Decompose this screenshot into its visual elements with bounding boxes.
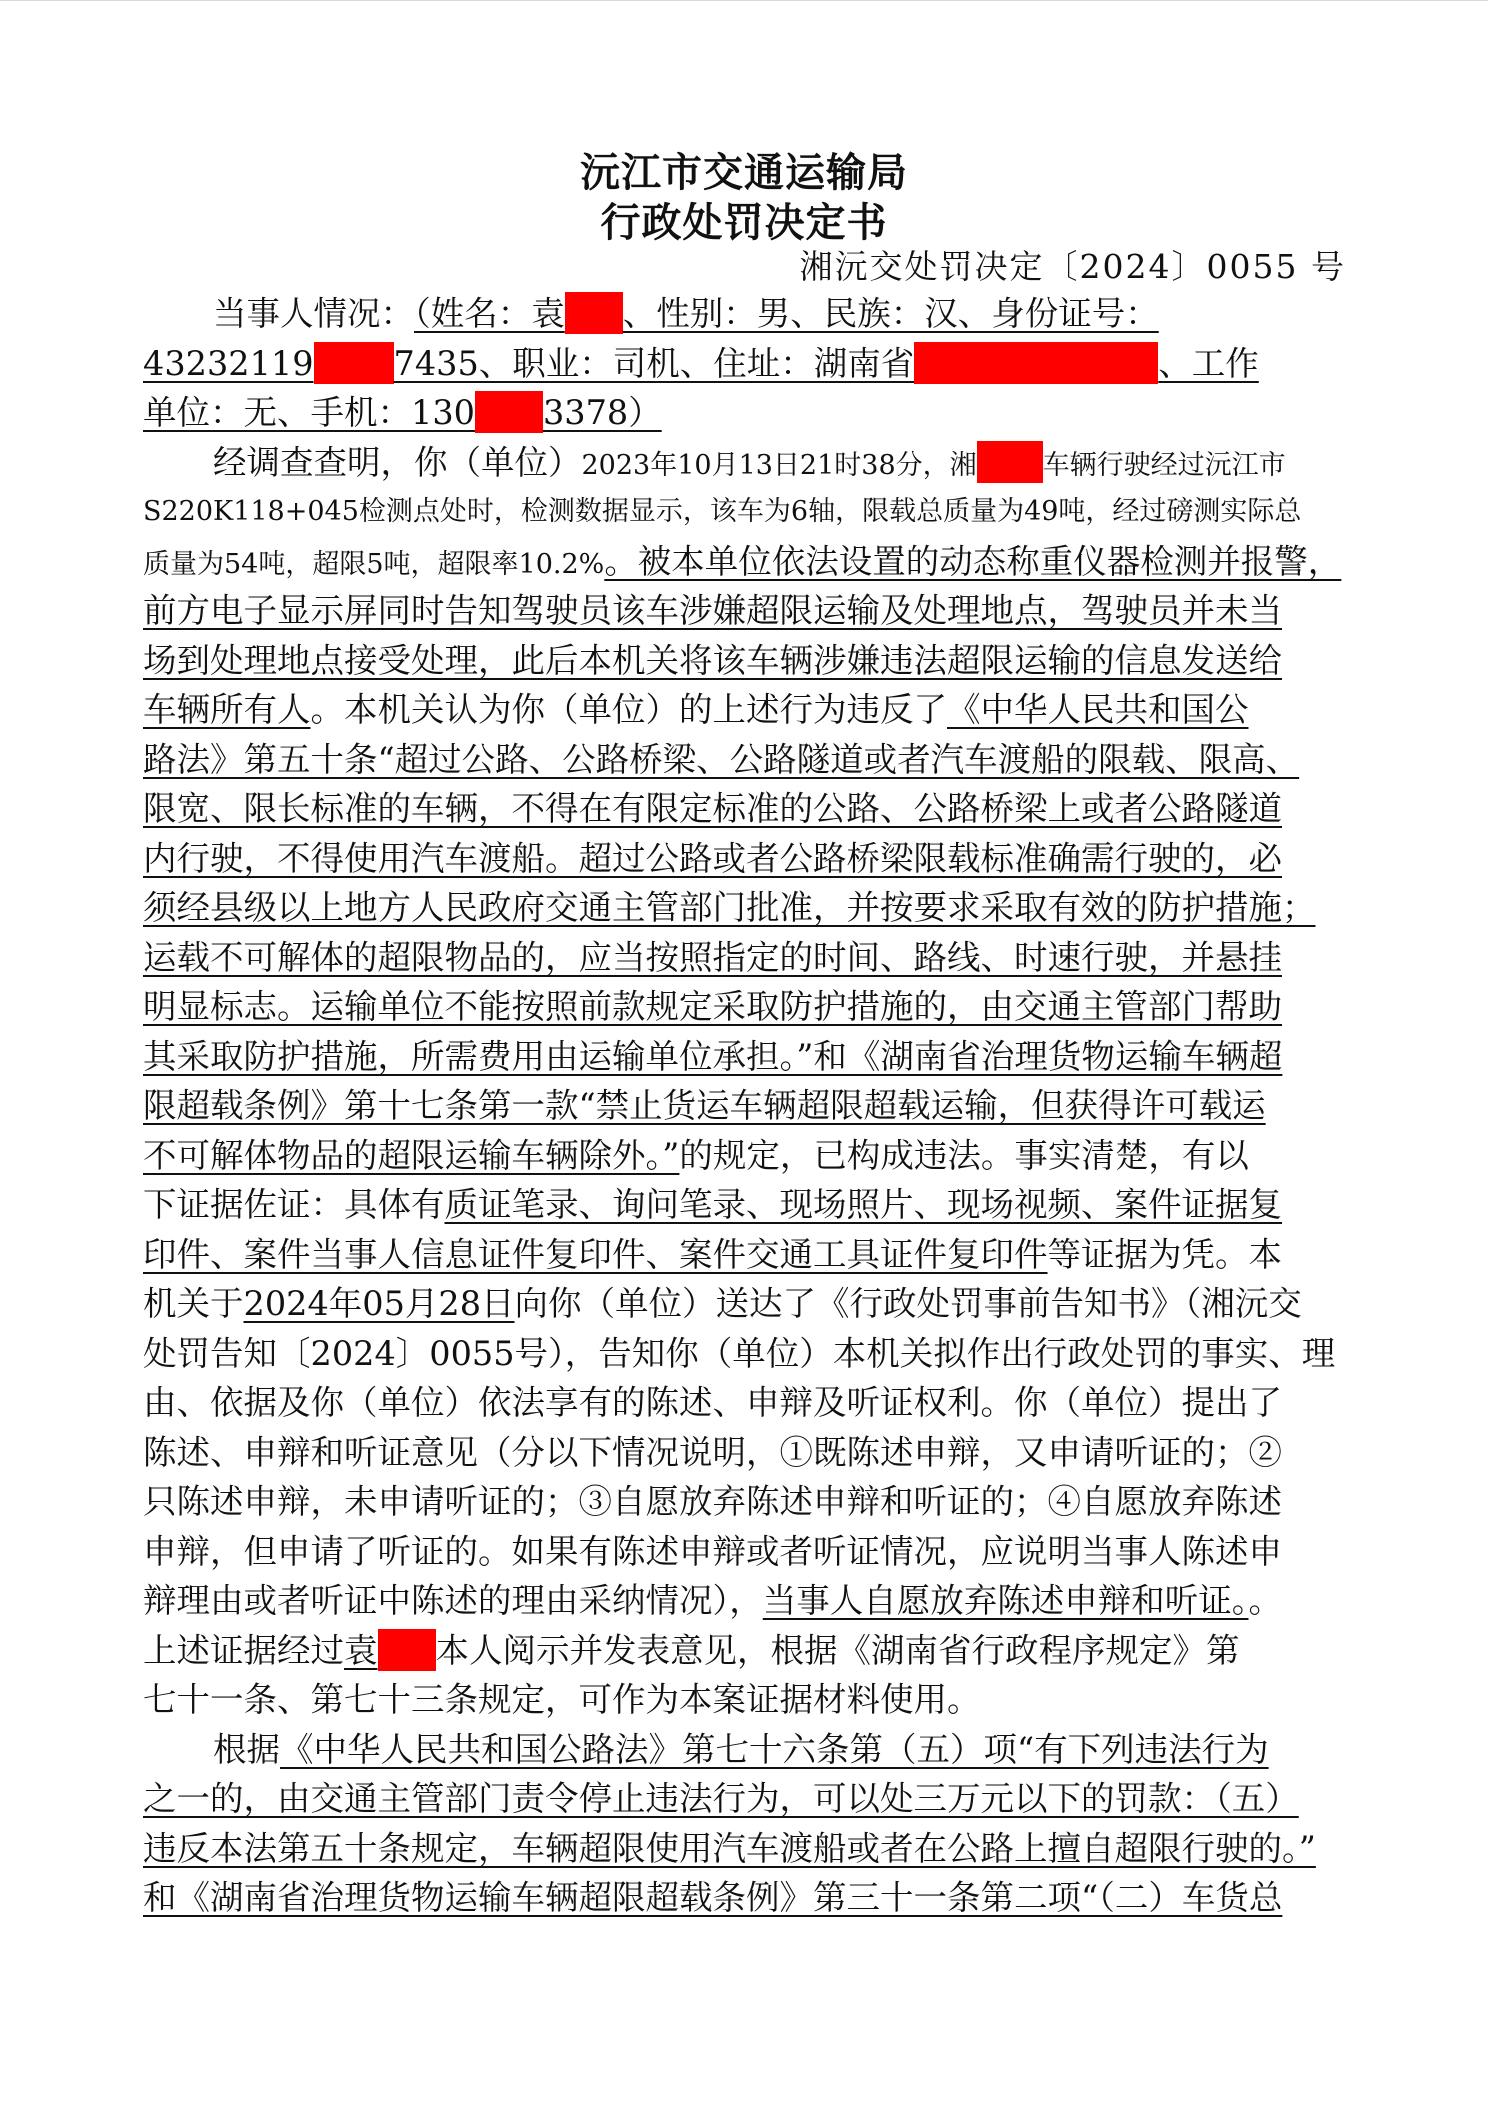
facts-line-26: 七十一条、第七十三条规定，可作为本案证据材料使用。 — [143, 1680, 981, 1719]
facts-line-11: 运载不可解体的超限物品的，应当按照指定的时间、路线、时速行驶，并悬挂 — [143, 937, 1282, 977]
text-segment: 不可解体物品的超限运输车辆除外。” — [143, 1135, 680, 1175]
redaction-name-2 — [378, 1629, 436, 1671]
text-segment: 、工作 — [1158, 343, 1259, 383]
party-line-1 — [143, 289, 1345, 339]
facts-line-7: 路法》第五十条“超过公路、公路桥梁、公路隧道或者汽车渡船的限载、限高、 — [143, 739, 1300, 779]
text-segment: 3378） — [542, 393, 662, 432]
facts-line-15 — [143, 1131, 1345, 1181]
redaction-phone — [475, 391, 543, 433]
facts-line-9: 内行驶，不得使用汽车渡船。超过公路或者公路桥梁限载标准确需行驶的，必 — [143, 838, 1282, 878]
text-segment: 。被本单位依法设置的动态称重仪器检测并报警， — [604, 541, 1342, 581]
authority-heading: 沅江市交通运输局 — [580, 149, 908, 196]
text-segment: 下证据佐证：具体有 — [143, 1185, 445, 1224]
text-segment: 《中华人民共和国公 — [947, 690, 1249, 729]
facts-line-10: 须经县级以上地方人民政府交通主管部门批准，并按要求采取有效的防护措施； — [143, 888, 1316, 927]
facts-line-16 — [143, 1180, 1345, 1230]
redaction-id-number — [314, 342, 394, 384]
facts-line-20: 由、依据及你（单位）依法享有的陈述、申辩及听证权利。你（单位）提出了 — [143, 1383, 1282, 1422]
redaction-address — [914, 342, 1158, 384]
text-segment: 袁 — [344, 1630, 378, 1670]
text-segment: 。 — [1248, 1581, 1282, 1620]
text-segment: 机关于 — [143, 1284, 244, 1323]
facts-line-6 — [143, 685, 1345, 735]
text-segment: 当事人自愿放弃陈述申辩和听证。 — [762, 1581, 1249, 1620]
text-segment: （姓名：袁 — [414, 294, 565, 333]
facts-line-21: 陈述、申辩和听证意见（分以下情况说明，①既陈述申辩，又申请听证的；② — [143, 1432, 1282, 1472]
text-segment: 辩理由或者听证中陈述的理由采纳情况）， — [143, 1581, 763, 1620]
document-title: 行政处罚决定书 — [600, 199, 888, 246]
facts-line-24 — [143, 1576, 1345, 1626]
basis-line-2: 之一的，由交通主管部门责令停止违法行为，可以处三万元以下的罚款：（五） — [143, 1779, 1299, 1818]
text-segment: 7435、职业：司机、住址：湖南省 — [393, 343, 915, 383]
text-segment: 43232119 — [143, 343, 314, 383]
text-segment: 2023年10月13日21时38分，湘 — [581, 449, 977, 481]
basis-line-1 — [143, 1725, 1345, 1775]
redaction-plate — [977, 441, 1043, 483]
text-segment: 当事人情况： — [213, 294, 414, 333]
facts-line-2: S220K118+045检测点处时，检测数据显示，该车为6轴，限载总质量为49吨，经过磅测实际总 — [143, 496, 1302, 527]
facts-line-22: 只陈述申辩，未申请听证的；③自愿放弃陈述申辩和听证的；④自愿放弃陈述 — [143, 1482, 1282, 1521]
text-segment: 印件、案件当事人信息证件复印件、案件交通工具证件复印件 — [143, 1234, 1048, 1274]
party-line-2 — [143, 339, 1345, 389]
facts-line-13: 其采取防护措施，所需费用由运输单位承担。”和《湖南省治理货物运输车辆超 — [143, 1036, 1283, 1076]
facts-line-18 — [143, 1279, 1345, 1329]
basis-line-4: 和《湖南省治理货物运输车辆超限超载条例》第三十一条第二项“（二）车货总 — [143, 1878, 1283, 1917]
text-segment: 2024年05月28日 — [243, 1284, 515, 1323]
facts-line-23: 申辩，但申请了听证的。如果有陈述申辩或者听证情况，应说明当事人陈述申 — [143, 1531, 1282, 1571]
text-segment: 等证据为凭。本 — [1047, 1234, 1282, 1274]
facts-line-3 — [143, 537, 1345, 587]
text-segment: 车辆行驶经过沅江市 — [1042, 449, 1286, 481]
text-segment: 向你（单位）送达了《行政处罚事前告知书》（湘沅交 — [514, 1284, 1302, 1323]
text-segment: 车辆所有人 — [143, 690, 311, 729]
text-segment: 单位：无、手机：130 — [143, 393, 475, 432]
text-segment: 、性别：男、民族：汉、身份证号： — [622, 294, 1159, 333]
facts-line-8: 限宽、限长标准的车辆，不得在有限定标准的公路、公路桥梁上或者公路隧道 — [143, 789, 1282, 828]
text-segment: 质证笔录、询问笔录、现场照片、现场视频、案件证据复 — [444, 1185, 1282, 1224]
party-line-3 — [143, 388, 1345, 438]
facts-line-14: 限超载条例》第十七条第一款“禁止货运车辆超限超载运输，但获得许可载运 — [143, 1086, 1266, 1125]
text-segment: 经调查查明，你（单位） — [213, 442, 582, 482]
facts-line-4: 前方电子显示屏同时告知驾驶员该车涉嫌超限运输及处理地点，驾驶员并未当 — [143, 591, 1282, 630]
text-segment: 。本机关认为你（单位）的上述行为违反了 — [310, 690, 947, 729]
text-segment: 本人阅示并发表意见，根据《湖南省行政程序规定》第 — [435, 1630, 1240, 1670]
facts-line-12: 明显标志。运输单位不能按照前款规定采取防护措施的，由交通主管部门帮助 — [143, 987, 1282, 1026]
basis-line-3: 违反本法第五十条规定，车辆超限使用汽车渡船或者在公路上擅自超限行驶的。” — [143, 1828, 1316, 1868]
text-segment: 质量为54吨，超限5吨，超限率10.2% — [143, 548, 605, 580]
redaction-name — [565, 292, 623, 334]
document-body — [143, 289, 1345, 1923]
facts-line-1 — [143, 438, 1345, 488]
text-segment: 根据 — [213, 1729, 280, 1769]
facts-line-19: 处罚告知〔2024〕0055号），告知你（单位）本机关拟作出行政处罚的事实、理 — [143, 1333, 1336, 1373]
text-segment: 《中华人民共和国公路法》第七十六条第（五）项“有下列违法行为 — [280, 1729, 1269, 1769]
facts-line-17 — [143, 1230, 1345, 1280]
facts-line-25 — [143, 1626, 1345, 1676]
facts-line-5: 场到处理地点接受处理，此后本机关将该车辆涉嫌违法超限运输的信息发送给 — [143, 640, 1282, 680]
text-segment: 的规定，已构成违法。事实清楚，有以 — [679, 1135, 1249, 1175]
text-segment: 上述证据经过 — [143, 1630, 344, 1670]
document-number: 湘沅交处罚决定〔2024〕0055 号 — [799, 247, 1346, 286]
